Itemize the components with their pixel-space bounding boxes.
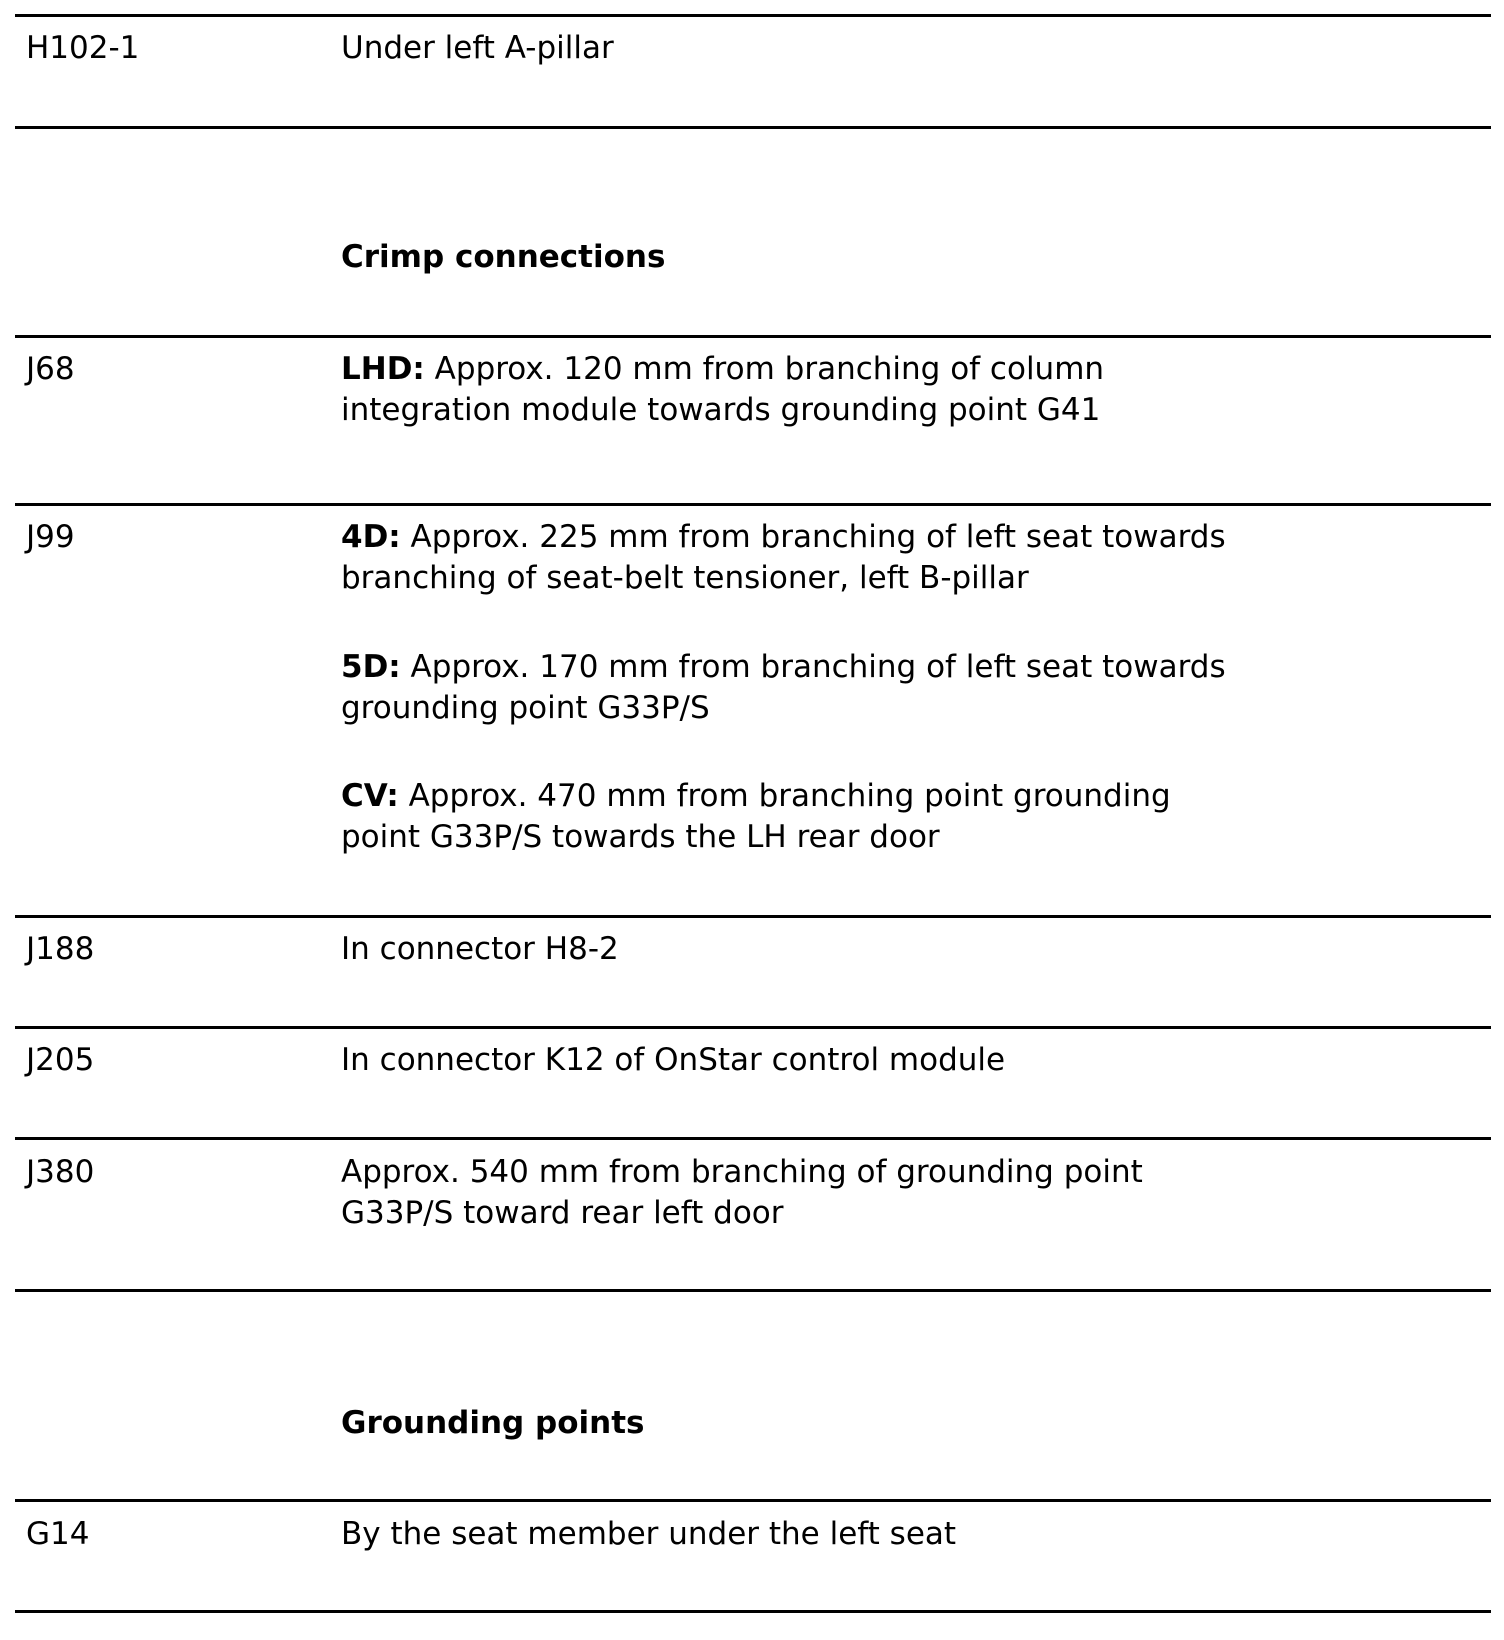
desc-line: Approx. 540 mm from branching of grounding point bbox=[341, 1154, 1143, 1190]
row-code-j205: J205 bbox=[26, 1042, 95, 1078]
desc-text: Approx. 225 mm from branching of left seat towards bbox=[400, 519, 1226, 555]
row-desc-j205: In connector K12 of OnStar control module bbox=[341, 1042, 1006, 1078]
row-code-j99: J99 bbox=[26, 519, 75, 555]
row-desc-j99-5d bbox=[341, 647, 1341, 729]
table-rule bbox=[15, 1289, 1491, 1292]
desc-line bbox=[341, 776, 1341, 817]
desc-line: G33P/S toward rear left door bbox=[341, 1195, 784, 1231]
variant-prefix: CV: bbox=[341, 778, 399, 814]
section-heading-crimp-connections: Crimp connections bbox=[341, 239, 666, 275]
table-rule bbox=[15, 14, 1491, 17]
section-heading-grounding-points: Grounding points bbox=[341, 1405, 645, 1441]
row-code-j380: J380 bbox=[26, 1154, 95, 1190]
table-rule bbox=[15, 1026, 1491, 1029]
desc-line bbox=[341, 349, 1341, 390]
row-desc-j188: In connector H8-2 bbox=[341, 931, 619, 967]
table-rule bbox=[15, 1610, 1491, 1613]
row-code-g14: G14 bbox=[26, 1516, 90, 1552]
desc-text: Approx. 170 mm from branching of left seat towards bbox=[400, 649, 1226, 685]
row-desc-j380 bbox=[341, 1152, 1341, 1234]
desc-text: Approx. 470 mm from branching point grounding bbox=[398, 778, 1171, 814]
row-code-h102-1: H102-1 bbox=[26, 30, 140, 66]
variant-prefix: 5D: bbox=[341, 649, 401, 685]
variant-prefix: LHD: bbox=[341, 351, 425, 387]
row-desc-j68 bbox=[341, 349, 1341, 431]
desc-line: grounding point G33P/S bbox=[341, 690, 710, 726]
row-desc-g14: By the seat member under the left seat bbox=[341, 1516, 957, 1552]
table-rule bbox=[15, 1499, 1491, 1502]
row-desc-j99-4d bbox=[341, 517, 1341, 599]
table-rule bbox=[15, 915, 1491, 918]
desc-line: integration module towards grounding point G41 bbox=[341, 392, 1101, 428]
desc-text: Approx. 120 mm from branching of column bbox=[424, 351, 1105, 387]
row-code-j68: J68 bbox=[26, 351, 75, 387]
table-rule bbox=[15, 503, 1491, 506]
desc-line: branching of seat-belt tensioner, left B-pillar bbox=[341, 560, 1029, 596]
row-code-j188: J188 bbox=[26, 931, 95, 967]
variant-prefix: 4D: bbox=[341, 519, 401, 555]
desc-line bbox=[341, 517, 1341, 558]
row-desc-h102-1: Under left A-pillar bbox=[341, 30, 614, 66]
row-desc-j99-cv bbox=[341, 776, 1341, 858]
table-rule bbox=[15, 1137, 1491, 1140]
table-rule bbox=[15, 126, 1491, 129]
desc-line: point G33P/S towards the LH rear door bbox=[341, 819, 940, 855]
desc-line bbox=[341, 647, 1341, 688]
table-rule bbox=[15, 335, 1491, 338]
